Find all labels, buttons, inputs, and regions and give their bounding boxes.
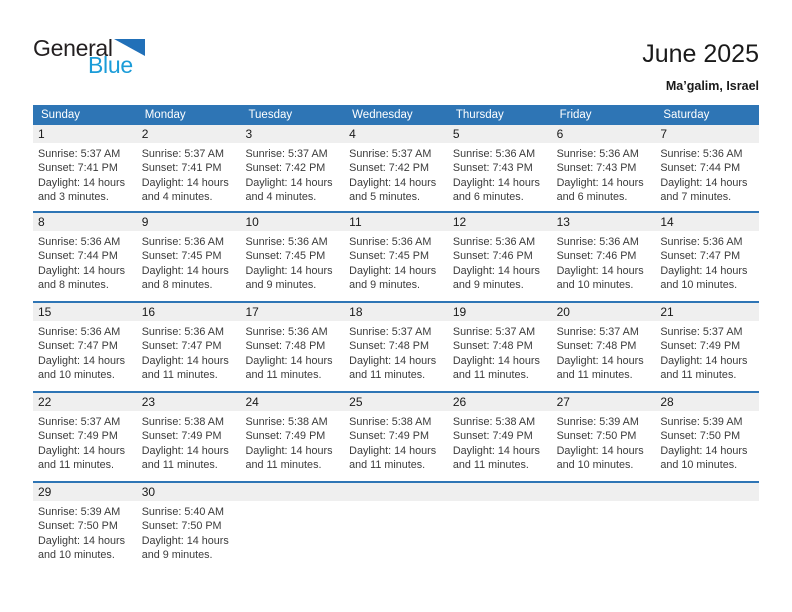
day-cell-4 [344,143,448,204]
day-detail-line: Sunrise: 5:39 AM [556,416,639,428]
day-cell-27 [552,411,656,472]
day-cell-16 [137,321,241,382]
day-detail-line: Sunset: 7:49 PM [38,430,118,443]
day-detail-line: Sunset: 7:42 PM [349,162,429,175]
day-number-strip [33,213,759,231]
day-detail-line: and 6 minutes. [452,190,524,203]
day-detail-line: Sunset: 7:41 PM [141,162,222,175]
day-number-6: 6 [556,127,564,141]
day-number-30: 30 [141,485,156,499]
day-detail-line: and 11 minutes. [38,458,115,471]
day-cell-10 [240,231,344,292]
day-detail-line: and 8 minutes. [141,278,213,291]
day-detail-line: Sunset: 7:47 PM [38,340,118,353]
day-detail-line: Daylight: 14 hours [556,176,644,189]
day-detail-line: and 4 minutes. [245,190,317,203]
day-details-row [33,321,759,382]
day-cell-15 [33,321,137,382]
day-detail-line: Sunset: 7:49 PM [660,340,741,353]
day-detail-line: Daylight: 14 hours [38,444,126,457]
day-number-strip [33,303,759,321]
day-detail-line: Sunrise: 5:36 AM [452,236,536,248]
empty-day-cell [552,501,656,562]
day-detail-line: Sunrise: 5:36 AM [141,236,224,248]
weekday-header-row [33,105,759,125]
day-number-strip [33,125,759,143]
day-number-21: 21 [660,305,674,319]
day-detail-line: Daylight: 14 hours [452,444,540,457]
day-detail-line: and 11 minutes. [660,368,737,381]
day-detail-line: Sunrise: 5:37 AM [38,416,121,428]
day-detail-line: Sunrise: 5:36 AM [556,148,639,160]
day-detail-line: Daylight: 14 hours [660,354,748,367]
week-row-5 [33,481,759,571]
empty-day-number [240,483,344,501]
day-number-16: 16 [141,305,156,319]
day-detail-line: Daylight: 14 hours [141,264,229,277]
day-cell-28 [655,411,759,472]
day-detail-line: and 5 minutes. [349,190,420,203]
day-cell-18 [344,321,448,382]
day-detail-line: Daylight: 14 hours [452,176,540,189]
day-number-10: 10 [245,215,259,229]
day-detail-line: and 10 minutes. [660,278,738,291]
day-detail-line: Sunrise: 5:37 AM [660,326,743,338]
day-detail-line: and 11 minutes. [141,458,218,471]
day-detail-line: and 4 minutes. [141,190,213,203]
day-cell-29 [33,501,137,562]
day-number-27: 27 [556,395,570,409]
day-detail-line: Daylight: 14 hours [660,264,748,277]
day-detail-line: Daylight: 14 hours [245,264,333,277]
day-detail-line: Daylight: 14 hours [141,534,229,547]
day-detail-line: and 11 minutes. [349,458,426,471]
day-detail-line: Sunset: 7:47 PM [660,250,741,263]
day-number-1: 1 [38,127,45,141]
day-detail-line: and 9 minutes. [141,548,213,561]
day-detail-line: Sunrise: 5:36 AM [660,148,743,160]
day-cell-13 [552,231,656,292]
day-detail-line: Daylight: 14 hours [349,176,437,189]
day-detail-line: Sunrise: 5:39 AM [38,506,121,518]
day-detail-line: Sunset: 7:48 PM [556,340,637,353]
day-detail-line: Sunrise: 5:37 AM [349,148,432,160]
day-detail-line: Daylight: 14 hours [349,354,437,367]
day-number-28: 28 [660,395,674,409]
day-detail-line: Sunrise: 5:38 AM [245,416,328,428]
day-number-23: 23 [141,395,156,409]
day-number-5: 5 [452,127,460,141]
day-details-row [33,143,759,204]
day-detail-line: and 3 minutes. [38,190,109,203]
day-number-3: 3 [245,127,253,141]
day-detail-line: Sunset: 7:45 PM [349,250,429,263]
day-number-18: 18 [349,305,363,319]
day-detail-line: Sunset: 7:50 PM [141,520,222,533]
day-detail-line: Daylight: 14 hours [141,354,229,367]
day-detail-line: Daylight: 14 hours [38,176,126,189]
day-detail-line: Daylight: 14 hours [556,264,644,277]
day-detail-line: Sunrise: 5:37 AM [452,326,536,338]
day-detail-line: and 9 minutes. [349,278,420,291]
day-detail-line: Sunrise: 5:36 AM [660,236,743,248]
day-detail-line: Sunset: 7:45 PM [245,250,326,263]
day-detail-line: and 11 minutes. [245,458,322,471]
day-number-29: 29 [38,485,52,499]
day-detail-line: and 9 minutes. [452,278,524,291]
day-detail-line: Sunrise: 5:36 AM [245,326,328,338]
day-cell-19 [448,321,552,382]
day-detail-line: and 11 minutes. [556,368,633,381]
day-detail-line: Sunrise: 5:36 AM [245,236,328,248]
day-detail-line: Daylight: 14 hours [38,354,126,367]
day-detail-line: Sunset: 7:48 PM [452,340,533,353]
day-cell-1 [33,143,137,204]
day-detail-line: Daylight: 14 hours [141,444,229,457]
day-number-24: 24 [245,395,259,409]
day-detail-line: Daylight: 14 hours [452,354,540,367]
day-number-17: 17 [245,305,259,319]
calendar-table [33,105,759,571]
week-row-4 [33,391,759,481]
day-detail-line: Sunset: 7:41 PM [38,162,118,175]
day-detail-line: and 11 minutes. [452,458,529,471]
day-detail-line: and 10 minutes. [38,368,115,381]
day-detail-line: Sunset: 7:47 PM [141,340,222,353]
day-detail-line: Sunset: 7:46 PM [556,250,637,263]
day-detail-line: and 8 minutes. [38,278,109,291]
day-detail-line: Sunset: 7:50 PM [556,430,637,443]
day-cell-25 [344,411,448,472]
day-detail-line: Daylight: 14 hours [38,264,126,277]
day-detail-line: and 11 minutes. [141,368,218,381]
day-detail-line: Sunrise: 5:38 AM [141,416,224,428]
week-row-2 [33,211,759,301]
day-cell-30 [137,501,241,562]
empty-day-number [344,483,448,501]
day-cell-5 [448,143,552,204]
weekday-header-wednesday: Wednesday [352,109,413,121]
day-cell-7 [655,143,759,204]
weekday-header-saturday: Saturday [663,109,710,121]
day-detail-line: Daylight: 14 hours [660,444,748,457]
day-detail-line: Daylight: 14 hours [660,176,748,189]
day-cell-14 [655,231,759,292]
day-cell-23 [137,411,241,472]
day-detail-line: Sunset: 7:49 PM [349,430,429,443]
day-detail-line: Daylight: 14 hours [245,354,333,367]
day-cell-17 [240,321,344,382]
weekday-header-friday: Friday [559,109,592,121]
day-number-14: 14 [660,215,674,229]
general-blue-logo [33,36,145,77]
day-detail-line: and 9 minutes. [245,278,317,291]
day-detail-line: Daylight: 14 hours [245,176,333,189]
day-cell-12 [448,231,552,292]
day-cell-24 [240,411,344,472]
day-detail-line: Sunset: 7:45 PM [141,250,222,263]
day-detail-line: Sunset: 7:44 PM [660,162,741,175]
day-detail-line: Sunrise: 5:37 AM [556,326,639,338]
day-detail-line: Daylight: 14 hours [556,354,644,367]
day-number-20: 20 [556,305,570,319]
day-detail-line: and 6 minutes. [556,190,628,203]
day-cell-26 [448,411,552,472]
day-detail-line: Sunset: 7:42 PM [245,162,326,175]
day-cell-9 [137,231,241,292]
day-detail-line: Sunset: 7:49 PM [245,430,326,443]
day-detail-line: Sunset: 7:50 PM [38,520,118,533]
day-detail-line: and 10 minutes. [38,548,115,561]
day-detail-line: and 11 minutes. [245,368,322,381]
day-detail-line: Sunset: 7:49 PM [452,430,533,443]
day-detail-line: Daylight: 14 hours [245,444,333,457]
day-number-4: 4 [349,127,356,141]
day-detail-line: Sunset: 7:50 PM [660,430,741,443]
day-number-25: 25 [349,395,363,409]
day-detail-line: Daylight: 14 hours [556,444,644,457]
day-detail-line: Sunset: 7:43 PM [452,162,533,175]
day-number-2: 2 [141,127,149,141]
day-detail-line: and 11 minutes. [349,368,426,381]
day-detail-line: Daylight: 14 hours [349,444,437,457]
logo-text-general: General [33,35,113,61]
day-detail-line: Sunrise: 5:38 AM [349,416,432,428]
page-title: June 2025 [642,40,759,68]
empty-day-number [655,483,759,501]
day-detail-line: Sunrise: 5:37 AM [38,148,121,160]
day-number-22: 22 [38,395,52,409]
empty-day-cell [448,501,552,562]
day-cell-11 [344,231,448,292]
day-detail-line: and 10 minutes. [660,458,738,471]
day-detail-line: Daylight: 14 hours [349,264,437,277]
day-detail-line: Sunrise: 5:36 AM [141,326,224,338]
day-number-strip [33,393,759,411]
weekday-header-thursday: Thursday [455,109,504,121]
day-detail-line: Daylight: 14 hours [452,264,540,277]
day-detail-line: Sunset: 7:44 PM [38,250,118,263]
day-cell-2 [137,143,241,204]
day-details-row [33,411,759,472]
day-detail-line: Sunrise: 5:36 AM [452,148,536,160]
day-number-8: 8 [38,215,45,229]
day-number-19: 19 [452,305,467,319]
day-number-15: 15 [38,305,52,319]
day-detail-line: Sunrise: 5:37 AM [141,148,224,160]
empty-day-cell [344,501,448,562]
day-detail-line: and 11 minutes. [452,368,529,381]
page-location: Ma’galim, Israel [665,79,759,93]
week-row-1 [33,125,759,211]
empty-day-cell [655,501,759,562]
day-cell-8 [33,231,137,292]
day-detail-line: Sunrise: 5:36 AM [38,236,121,248]
day-detail-line: Sunset: 7:48 PM [349,340,429,353]
day-cell-22 [33,411,137,472]
day-cell-3 [240,143,344,204]
empty-day-number [552,483,656,501]
logo-text-blue: Blue [88,52,133,78]
day-number-11: 11 [349,215,362,229]
weekday-header-sunday: Sunday [41,109,81,121]
day-details-row [33,501,759,562]
day-number-strip [33,483,759,501]
day-detail-line: and 10 minutes. [556,278,634,291]
day-detail-line: Sunset: 7:43 PM [556,162,637,175]
day-detail-line: Sunrise: 5:37 AM [245,148,328,160]
day-cell-21 [655,321,759,382]
day-detail-line: Sunset: 7:46 PM [452,250,533,263]
weekday-header-tuesday: Tuesday [248,109,293,121]
empty-day-number [448,483,552,501]
day-number-12: 12 [452,215,467,229]
day-detail-line: Daylight: 14 hours [38,534,126,547]
day-detail-line: Sunrise: 5:40 AM [141,506,224,518]
week-row-3 [33,301,759,391]
day-details-row [33,231,759,292]
day-cell-6 [552,143,656,204]
day-detail-line: Sunrise: 5:38 AM [452,416,536,428]
day-detail-line: and 10 minutes. [556,458,634,471]
day-number-7: 7 [660,127,667,141]
day-detail-line: Sunrise: 5:36 AM [38,326,121,338]
day-detail-line: Sunrise: 5:36 AM [349,236,432,248]
day-cell-20 [552,321,656,382]
day-number-13: 13 [556,215,570,229]
day-number-26: 26 [452,395,467,409]
day-detail-line: and 7 minutes. [660,190,732,203]
day-detail-line: Sunrise: 5:36 AM [556,236,639,248]
day-detail-line: Sunset: 7:48 PM [245,340,326,353]
weeks-container [33,125,759,571]
day-detail-line: Sunrise: 5:37 AM [349,326,432,338]
weekday-header-monday: Monday [144,109,186,121]
day-detail-line: Sunset: 7:49 PM [141,430,222,443]
day-detail-line: Daylight: 14 hours [141,176,229,189]
day-number-9: 9 [141,215,149,229]
day-detail-line: Sunrise: 5:39 AM [660,416,743,428]
empty-day-cell [240,501,344,562]
